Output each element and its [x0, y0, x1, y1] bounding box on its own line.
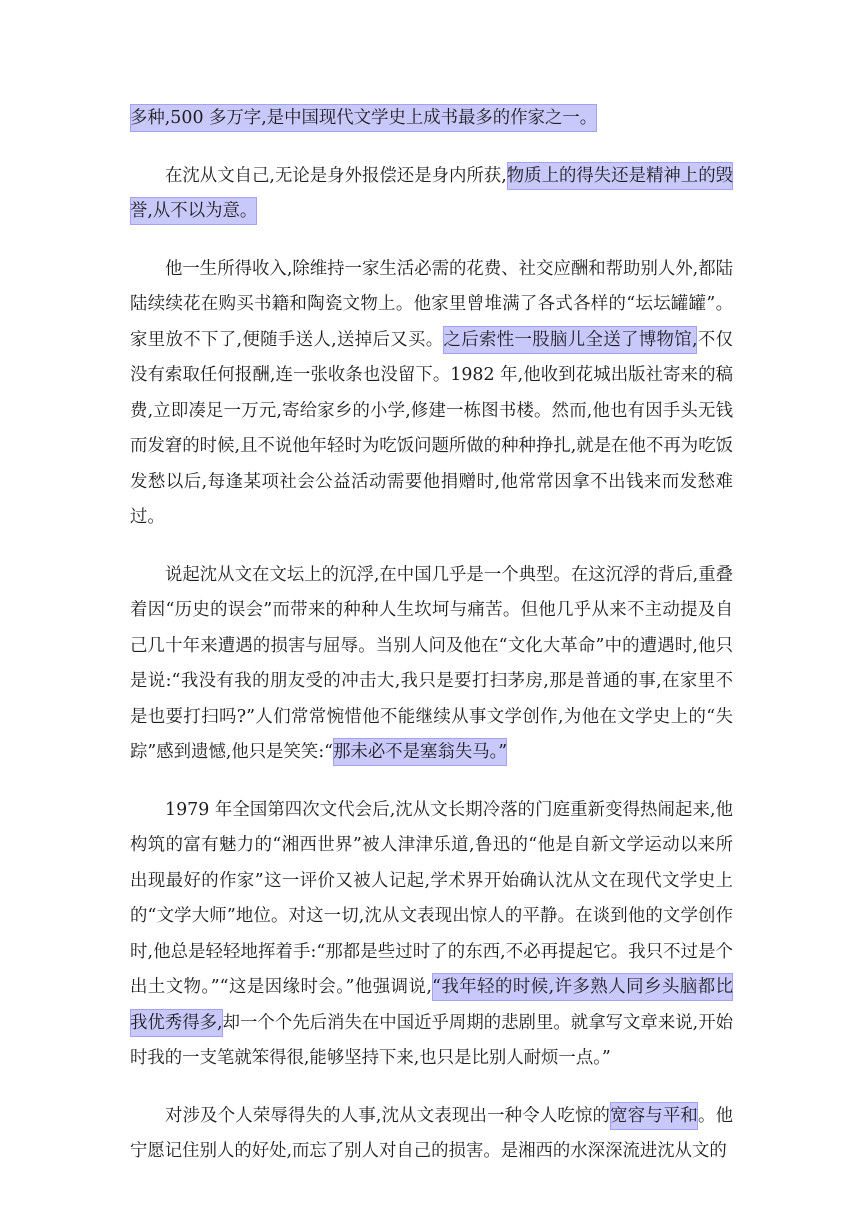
highlighted-text[interactable]: 那未必不是塞翁失马。”: [333, 738, 507, 766]
highlighted-text[interactable]: 之后索性一股脑儿全送了博物馆,: [443, 326, 697, 354]
body-text: 说起沈从文在文坛上的沉浮,在中国几乎是一个典型。在这沉浮的背后,重叠着因“历史的误会”而带来的种种人生坎坷与痛苦。但他几乎从来不主动提及自己几十年来遭遇的损害与屈辱。当别人问及他在“文化大革命”中的遭遇时,他只是说:“我没有我的朋友受的冲击大,我只是要打扫茅房,那是普通的事,在家里不是也要打扫吗?”人们常常惋惜他不能继续从事文学创作,为他在文学史上的“失踪”感到遗憾,他只是笑笑:“: [130, 564, 733, 762]
highlighted-text[interactable]: “我年轻的时候,许多熟人同乡头脑都比我优秀得多,: [130, 973, 733, 1037]
body-text: 在沈从文自己,无论是身外报偿还是身内所获,: [165, 165, 507, 186]
document-body: [130, 101, 733, 1192]
body-text: 1979 年全国第四次文代会后,沈从文长期冷落的门庭重新变得热闹起来,他构筑的富有魅力的“湘西世界”被人津津乐道,鲁迅的“他是自新文学运动以来所出现最好的作家”这一评价又被人记起,学术界开始确认沈从文在现代文学史上的“文学大师”地位。对这一切,沈从文表现出惊人的平静。在谈到他的文学创作时,他总是轻轻地挥着手:“那都是些过时了的东西,不必再提起它。我只不过是个出土文物。”“这是因缘时会。”他强调说,: [130, 799, 733, 997]
paragraph: [130, 793, 733, 1077]
highlighted-text[interactable]: 多种,500 多万字,是中国现代文学史上成书最多的作家之一。: [130, 104, 597, 132]
paragraph: [130, 1099, 733, 1170]
paragraph: [130, 558, 733, 771]
highlighted-text[interactable]: 物质上的得失还是精神上的毁誉,从不以为意。: [130, 162, 733, 226]
body-text: 对涉及个人荣辱得失的人事,沈从文表现出一种令人吃惊的: [165, 1105, 611, 1126]
highlighted-text[interactable]: 宽容与平和: [610, 1102, 698, 1130]
paragraph: [130, 252, 733, 536]
body-text: 。他宁愿记住别人的好处,而忘了别人对自己的损害。是湘西的水深深流进沈从文的: [130, 1105, 733, 1161]
body-text: 他一生所得收入,除维持一家生活必需的花费、社交应酬和帮助别人外,都陆陆续续花在购买书籍和陶瓷文物上。他家里曾堆满了各式各样的“坛坛罐罐”。家里放不下了,便随手送人,送掉后又买。: [130, 258, 733, 350]
paragraph: [130, 159, 733, 230]
paragraph: [130, 101, 733, 137]
body-text: 却一个个先后消失在中国近乎周期的悲剧里。就拿写文章来说,开始时我的一支笔就笨得很,能够坚持下来,也只是比别人耐烦一点。”: [130, 1012, 733, 1068]
body-text: 不仅没有索取任何报酬,连一张收条也没留下。1982 年,他收到花城出版社寄来的稿费,立即凑足一万元,寄给家乡的小学,修建一栋图书楼。然而,他也有因手头无钱而发窘的时候,且不说他年轻时为吃饭问题所做的种种挣扎,就是在他不再为吃饭发愁以后,每逢某项社会公益活动需要他捐赠时,他常常因拿不出钱来而发愁难过。: [130, 329, 733, 527]
